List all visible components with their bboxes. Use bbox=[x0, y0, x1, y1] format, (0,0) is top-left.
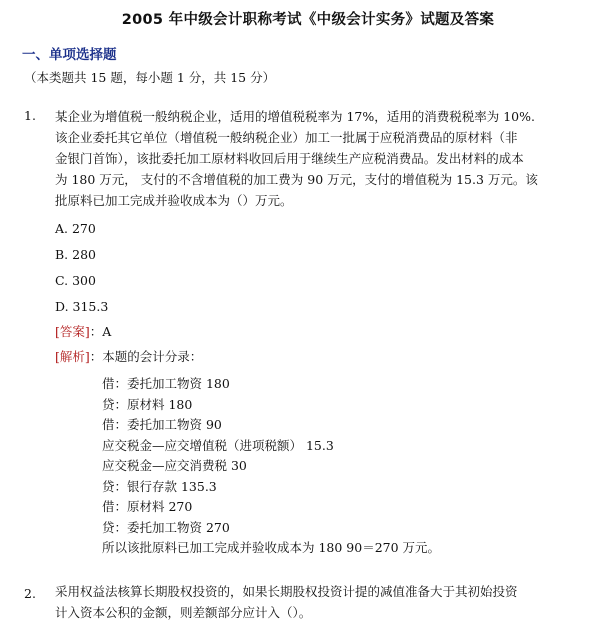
question-1-line: 该企业委托其它单位（增值税一般纳税企业）加工一批属于应税消费品的原材料（非 bbox=[55, 130, 518, 145]
question-1-number: 1. bbox=[24, 108, 36, 123]
journal-entry: 应交税金—应交增值税（进项税额） 15.3 bbox=[102, 437, 334, 453]
question-1-options bbox=[55, 219, 108, 323]
journal-entry: 贷：原材料 180 bbox=[102, 396, 193, 412]
analysis-text: ：本题的会计分录： bbox=[89, 349, 203, 364]
question-1-line: 批原料已加工完成并验收成本为（）万元。 bbox=[55, 193, 293, 208]
option-d: D. 315.3 bbox=[55, 299, 109, 314]
journal-entry: 借：委托加工物资 180 bbox=[102, 376, 230, 391]
question-2-number: 2. bbox=[24, 586, 36, 601]
conclusion-line: 所以该批原料已加工完成并验收成本为 180 90＝270 万元。 bbox=[102, 540, 441, 555]
question-1-line: 金银门首饰），该批委托加工原材料收回后用于继续生产应税消费品。发出材料的成本 bbox=[55, 151, 524, 166]
section-heading: 一、单项选择题 bbox=[22, 47, 117, 63]
question-1-line: 某企业为增值税一般纳税企业，适用的增值税税率为 17%，适用的消费税税率为 10%. bbox=[55, 109, 535, 124]
analysis-tag: [解析] bbox=[55, 349, 90, 364]
option-b: B. 280 bbox=[55, 247, 96, 262]
answer-line bbox=[55, 322, 111, 340]
journal-entry: 贷：委托加工物资 270 bbox=[102, 519, 230, 535]
journal-entry: 借：委托加工物资 90 bbox=[102, 417, 222, 432]
document-title: 2005 年中级会计职称考试《中级会计实务》试题及答案 bbox=[121, 12, 495, 28]
option-a: A. 270 bbox=[55, 221, 96, 236]
answer-tag: [答案] bbox=[55, 324, 90, 339]
option-c: C. 300 bbox=[55, 273, 96, 288]
section-note: （本类题共 15 题，每小题 1 分，共 15 分） bbox=[24, 70, 276, 85]
question-1-text bbox=[55, 106, 600, 211]
journal-entry: 应交税金—应交消费税 30 bbox=[102, 458, 247, 473]
question-1-line: 为 180 万元， 支付的不含增值税的加工费为 90 万元，支付的增值税为 15.3 万元。该 bbox=[55, 172, 538, 187]
journal-entry: 借：原材料 270 bbox=[102, 499, 193, 514]
journal-entries bbox=[102, 374, 440, 559]
question-2-line: 采用权益法核算长期股权投资的，如果长期股权投资计提的减值准备大于其初始投资 bbox=[55, 584, 518, 599]
answer-value: ：A bbox=[89, 324, 112, 339]
journal-entry: 贷：银行存款 135.3 bbox=[102, 478, 217, 494]
analysis-line bbox=[55, 347, 202, 365]
question-2-text bbox=[55, 581, 600, 623]
question-2-line: 计入资本公积的金额，则差额部分应计入（）。 bbox=[55, 605, 312, 620]
